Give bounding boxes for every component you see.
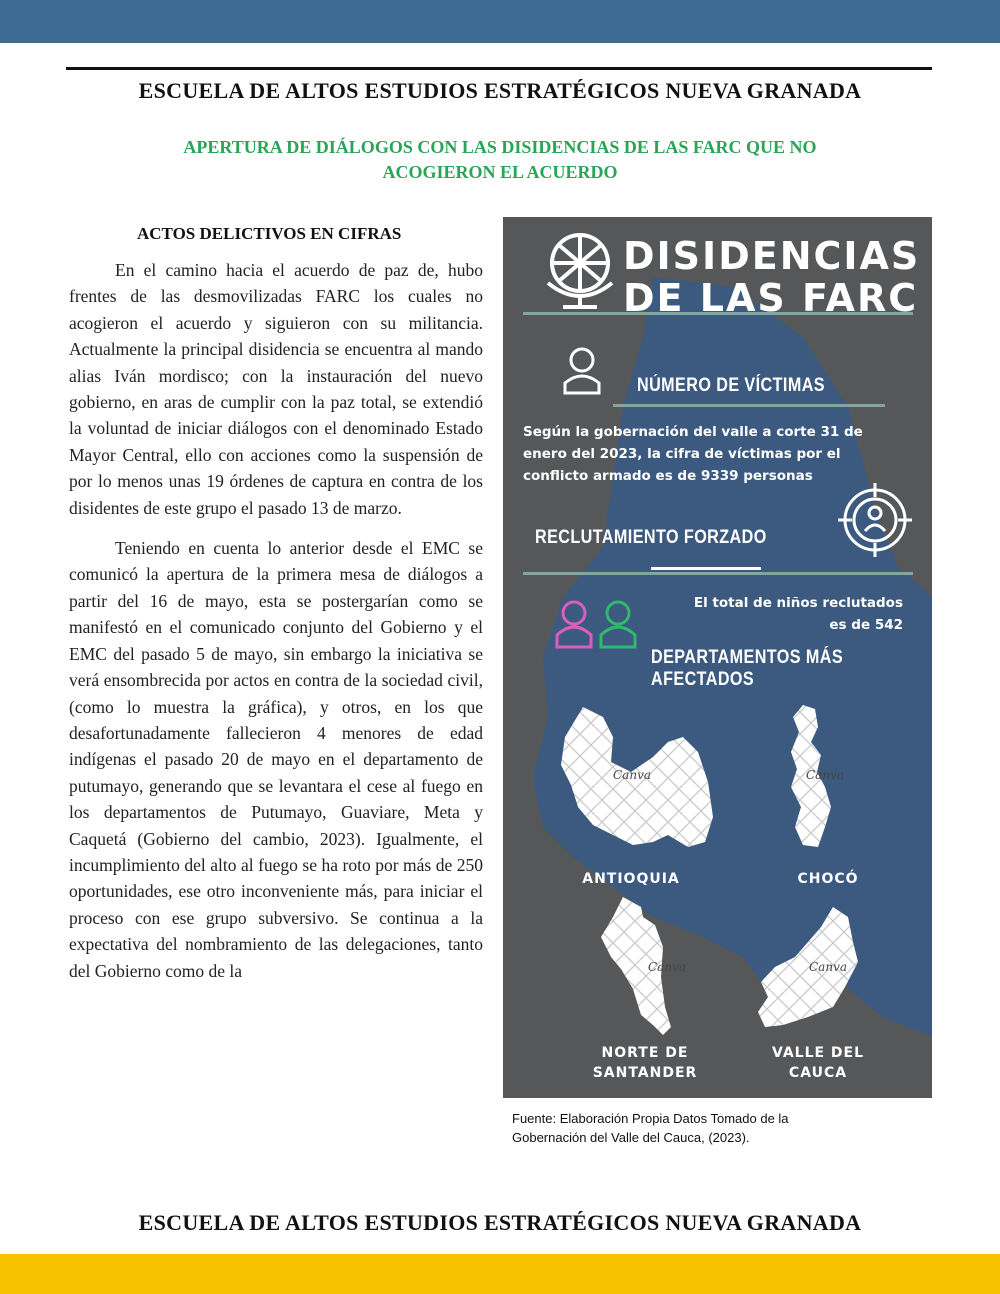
article-body: [69, 257, 483, 998]
dept-norte-santander-line-2: SANTANDER: [592, 1065, 698, 1081]
paragraph-1: En el camino hacia el acuerdo de paz de, hubo frentes de las desmovilizadas FARC los cuales no acogieron el acuerdo y siguieron con su militancia. Actualmente la principal disidencia se encuentra al mando alias Iván mordisco; con la instauración del nuevo gobierno, en aras de cumplir con la paz total, se extendió la voluntad de iniciar diálogos con el denominado Estado Mayor Central, ello con acciones como la suspensión de por lo menos unas 19 órdenes de captura en contra de los disidentes de este grupo el pasado 13 de marzo.: [69, 260, 483, 518]
header-rule: [66, 67, 932, 70]
subtitle-line-2: ACOGIERON EL ACUERDO: [382, 162, 618, 182]
victims-divider: [613, 404, 885, 407]
canva-watermark: Canva: [613, 768, 651, 782]
victims-text-line-1: Según la gobernación del valle a corte 31 de: [523, 424, 863, 440]
recruitment-text: [653, 592, 903, 636]
caption-line-1: Fuente: Elaboración Propia Datos Tomado de la: [512, 1111, 789, 1126]
dept-norte-santander: [575, 1045, 715, 1081]
infographic-title-line-1: DISIDENCIAS: [623, 234, 921, 278]
infographic-title: [623, 235, 920, 319]
recruitment-heading: RECLUTAMIENTO FORZADO: [535, 527, 767, 548]
dept-antioquia: ANTIOQUIA: [582, 871, 680, 887]
recruit-divider: [523, 572, 913, 575]
section-heading: ACTOS DELICTIVOS EN CIFRAS: [137, 224, 402, 243]
canva-watermark: Canva: [809, 960, 847, 974]
departments-heading: DEPARTAMENTOS MÁS AFECTADOS: [651, 647, 844, 690]
bottom-color-band: [0, 1254, 1000, 1294]
farc-dissidents-infographic: [503, 217, 932, 1098]
globe-icon: [548, 235, 612, 307]
victims-text-line-2: enero del 2023, la cifra de víctimas por el: [523, 446, 841, 462]
paragraph-2: Teniendo en cuenta lo anterior desde el EMC se comunicó la apertura de la primera mesa de diálogos a partir del 16 de mayo, esta se postergarían como se manifestó en el comunicado conjunto del Gobierno y el EMC del pasado 5 de mayo, sin embargo la iniciativa se verá ensombrecida por actos en contra de la sociedad civil, (como lo muestra la gráfica), y otros, en los que desafortunadamente fallecieron 4 menores de edad indígenas el pasado 20 de mayo en el departamento de putumayo, generando que se levantara el cese al fuego en los departamentos de Putumayo, Guaviare, Meta y Caquetá (Gobierno del cambio, 2023). Igualmente, el incumplimiento del alto al fuego se ha roto por más de 250 oportunidades, ese otro inconveniente más, para iniciar el proceso con ese grupo subversivo. Se continua a la expectativa del nombramiento de las delegaciones, tanto del Gobierno como de la: [69, 538, 483, 981]
recruitment-text-line-2: es de 542: [829, 617, 903, 633]
victims-heading: NÚMERO DE VÍCTIMAS: [637, 375, 826, 396]
dept-valle-cauca-line-2: CAUCA: [788, 1065, 848, 1081]
header-school-name: ESCUELA DE ALTOS ESTUDIOS ESTRATÉGICOS NUEVA GRANADA: [138, 78, 862, 103]
recruit-white-bar: [651, 567, 761, 570]
dept-choco: CHOCÓ: [797, 871, 859, 887]
canva-watermark: Canva: [648, 960, 686, 974]
victims-text-line-3: conflicto armado es de 9339 personas: [523, 468, 813, 484]
victims-text: [523, 421, 863, 487]
figure-caption: [512, 1109, 892, 1147]
dept-valle-cauca-line-1: VALLE DEL: [771, 1045, 865, 1061]
person-icon: [565, 349, 599, 393]
canva-watermark: Canva: [806, 768, 844, 782]
top-color-band: [0, 0, 1000, 43]
dept-norte-santander-line-1: NORTE DE: [601, 1045, 689, 1061]
caption-line-2: Gobernación del Valle del Cauca, (2023).: [512, 1130, 750, 1145]
dept-valle-cauca: [748, 1045, 888, 1081]
subtitle-line-1: APERTURA DE DIÁLOGOS CON LAS DISIDENCIAS DE LAS FARC QUE NO: [183, 137, 817, 157]
infographic-title-line-2: DE LAS FARC: [623, 276, 919, 320]
article-subtitle: [150, 135, 850, 185]
recruitment-text-line-1: El total de niños reclutados: [693, 595, 903, 611]
footer-school-name: ESCUELA DE ALTOS ESTUDIOS ESTRATÉGICOS NUEVA GRANADA: [138, 1210, 862, 1235]
